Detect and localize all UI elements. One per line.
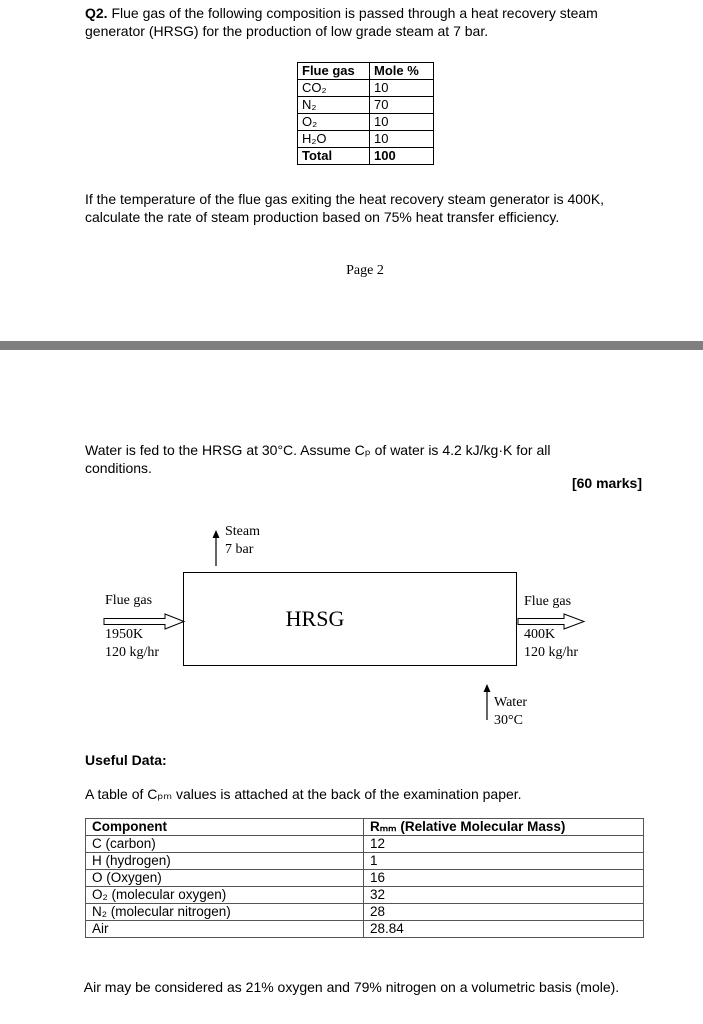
water-label-line-2: 30°C (494, 713, 523, 728)
inlet-flow-rate: 120 kg/hr (105, 645, 160, 660)
total-label: Total (298, 148, 370, 165)
table-row (86, 904, 644, 921)
inlet-conditions (105, 626, 159, 662)
useful-data-heading: Useful Data: (85, 752, 167, 768)
header-mole-percent: Mole % (370, 63, 434, 80)
component-rmm: 28 (364, 904, 644, 921)
air-composition-note: Air may be considered as 21% oxygen and 79% nitrogen on a volumetric basis (mole). (83, 979, 620, 995)
water-arrow-icon (484, 684, 491, 720)
table-row (86, 853, 644, 870)
component-name: H (hydrogen) (86, 853, 364, 870)
gas-name: H₂O (298, 131, 370, 148)
component-rmm: 12 (364, 836, 644, 853)
component-name: O₂ (molecular oxygen) (86, 887, 364, 904)
table-row (86, 870, 644, 887)
steam-arrow-icon (213, 530, 220, 566)
gas-name: CO₂ (298, 80, 370, 97)
gas-mole: 70 (370, 97, 434, 114)
gas-name: N₂ (298, 97, 370, 114)
gas-name: O₂ (298, 114, 370, 131)
outlet-flue-gas-label: Flue gas (524, 594, 572, 609)
water-line-2: conditions. (85, 460, 152, 476)
water-line-1: Water is fed to the HRSG at 30°C. Assume Cₚ of water is 4.2 kJ/kg·K for all (85, 442, 551, 458)
outlet-temperature: 400K (524, 627, 556, 642)
inlet-temperature: 1950K (105, 627, 144, 642)
relative-molecular-mass-table (85, 818, 644, 938)
marks-label: [60 marks] (571, 475, 642, 491)
temperature-line-1: If the temperature of the flue gas exiting the heat recovery steam generator is 400K, (85, 191, 605, 207)
gas-mole: 10 (370, 131, 434, 148)
component-rmm: 28.84 (364, 921, 644, 938)
component-rmm: 1 (364, 853, 644, 870)
component-name: C (carbon) (86, 836, 364, 853)
water-label (494, 694, 527, 730)
steam-label (225, 523, 260, 559)
component-name: Air (86, 921, 364, 938)
header-component: Component (86, 819, 364, 836)
table-header-row (86, 819, 644, 836)
page-number: Page 2 (346, 263, 384, 278)
header-rmm: Rₘₘ (Relative Molecular Mass) (364, 819, 644, 836)
cpm-note: A table of Cₚₘ values is attached at the back of the examination paper. (85, 786, 522, 802)
table-row (86, 887, 644, 904)
gas-mole: 10 (370, 114, 434, 131)
component-rmm: 32 (364, 887, 644, 904)
header-flue-gas: Flue gas (298, 63, 370, 80)
table-row (86, 836, 644, 853)
component-rmm: 16 (364, 870, 644, 887)
steam-label-line-1: Steam (225, 524, 260, 539)
component-name: N₂ (molecular nitrogen) (86, 904, 364, 921)
question-line-2: generator (HRSG) for the production of low grade steam at 7 bar. (85, 23, 489, 39)
total-value: 100 (370, 148, 434, 165)
hrsg-label: HRSG (285, 606, 345, 631)
outlet-flow-rate: 120 kg/hr (524, 645, 579, 660)
table-row (86, 921, 644, 938)
inlet-flue-gas-label: Flue gas (105, 593, 153, 608)
temperature-line-2: calculate the rate of steam production based on 75% heat transfer efficiency. (85, 209, 560, 225)
water-label-line-1: Water (494, 695, 528, 710)
outlet-conditions (524, 626, 578, 662)
question-number: Q2. (85, 5, 108, 21)
question-line-1: Flue gas of the following composition is passed through a heat recovery steam (107, 5, 598, 21)
steam-label-line-2: 7 bar (225, 542, 254, 557)
component-name: O (Oxygen) (86, 870, 364, 887)
gas-mole: 10 (370, 80, 434, 97)
